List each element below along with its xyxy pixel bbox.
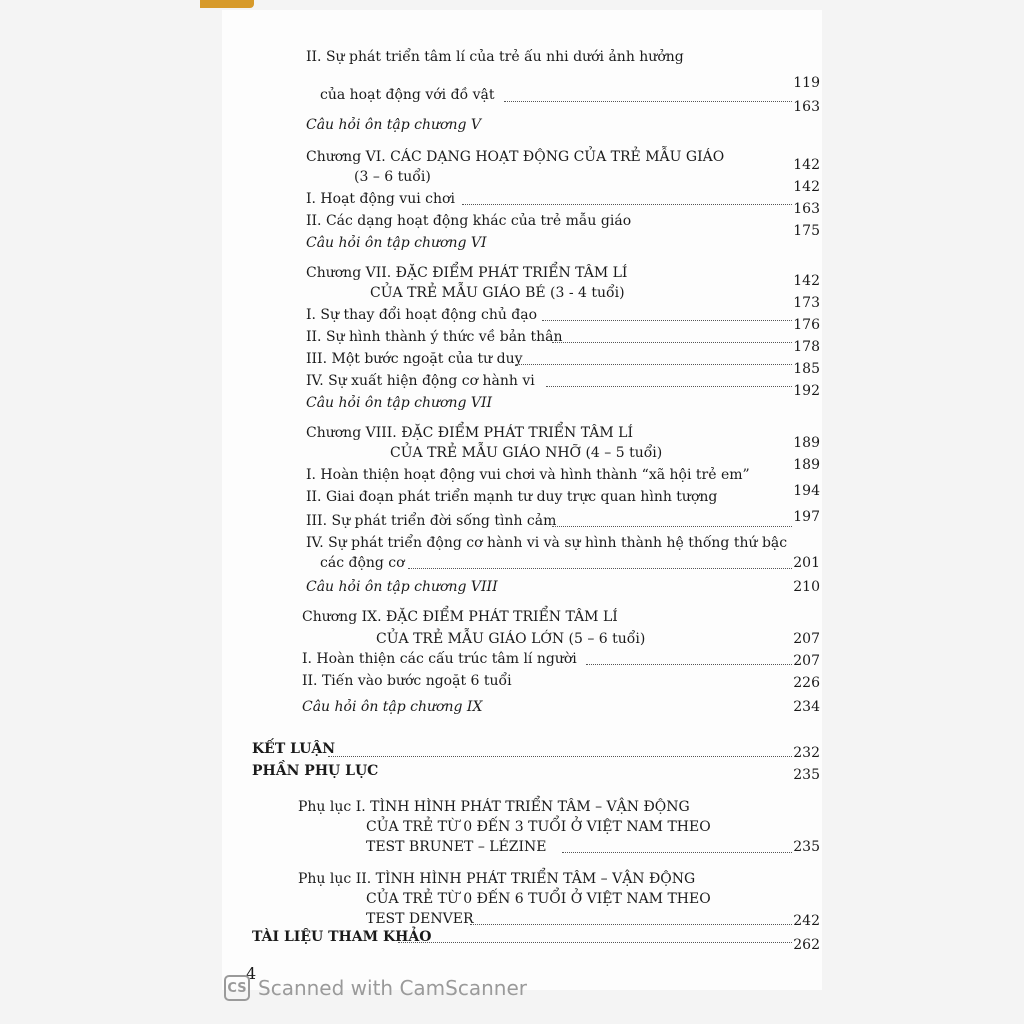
toc-entry-line: các động cơ bbox=[320, 555, 405, 571]
toc-page-number: 232 bbox=[793, 745, 820, 761]
toc-page-number: 242 bbox=[793, 913, 820, 929]
toc-entry-line: I. Hoạt động vui chơi bbox=[306, 191, 455, 207]
toc-entry-line: Chương VI. CÁC DẠNG HOẠT ĐỘNG CỦA TRẺ MẪU GIÁO bbox=[306, 149, 725, 165]
toc-page-number: 189 bbox=[793, 435, 820, 451]
toc-page-number: 192 bbox=[793, 383, 820, 399]
dot-leader bbox=[462, 204, 792, 205]
toc-entry-line: I. Sự thay đổi hoạt động chủ đạo bbox=[306, 307, 538, 323]
dot-leader bbox=[586, 664, 792, 665]
dot-leader bbox=[398, 942, 792, 943]
toc-page-number: 178 bbox=[793, 339, 820, 355]
toc-entry-line: IV. Sự phát triển động cơ hành vi và sự hình thành hệ thống thứ bậc bbox=[306, 535, 788, 551]
toc-entry-line: CỦA TRẺ TỪ 0 ĐẾN 3 TUỔI Ở VIỆT NAM THEO bbox=[366, 819, 711, 835]
toc-page-number: 210 bbox=[793, 579, 820, 595]
dot-leader bbox=[328, 756, 792, 757]
dot-leader bbox=[552, 342, 792, 343]
toc-page-number: 189 bbox=[793, 457, 820, 473]
book-page bbox=[222, 10, 822, 990]
toc-page-number: 142 bbox=[793, 179, 820, 195]
toc-entry-line: III. Sự phát triển đời sống tình cảm bbox=[306, 513, 557, 529]
toc-entry-line: Câu hỏi ôn tập chương VIII bbox=[306, 579, 498, 595]
toc-entry-line: TEST BRUNET – LÉZINE bbox=[366, 839, 547, 855]
toc-entry-line: KẾT LUẬN bbox=[252, 741, 336, 757]
toc-page-number: 234 bbox=[793, 699, 820, 715]
toc-page-number: 226 bbox=[793, 675, 820, 691]
toc-entry-line: CỦA TRẺ MẪU GIÁO LỚN (5 – 6 tuổi) bbox=[376, 631, 646, 647]
toc-page-number: 163 bbox=[793, 99, 820, 115]
toc-entry-line: Câu hỏi ôn tập chương VII bbox=[306, 395, 493, 411]
toc-page-number: 194 bbox=[793, 483, 820, 499]
toc-page-number: 185 bbox=[793, 361, 820, 377]
toc-page-number: 175 bbox=[793, 223, 820, 239]
dot-leader bbox=[552, 526, 792, 527]
toc-entry-line: II. Tiến vào bước ngoặt 6 tuổi bbox=[302, 673, 512, 689]
toc-entry-line: Câu hỏi ôn tập chương V bbox=[306, 117, 482, 133]
camscanner-logo-icon: CS bbox=[224, 975, 250, 1001]
toc-page-number: 201 bbox=[793, 555, 820, 571]
toc-page-number: 142 bbox=[793, 273, 820, 289]
dot-leader bbox=[516, 364, 792, 365]
toc-page-number: 176 bbox=[793, 317, 820, 333]
toc-page-number: 119 bbox=[793, 75, 820, 91]
toc-entry-line: III. Một bước ngoặt của tư duy bbox=[306, 351, 523, 367]
toc-entry-line: TÀI LIỆU THAM KHẢO bbox=[252, 929, 432, 945]
watermark-text: Scanned with CamScanner bbox=[258, 976, 527, 1000]
dot-leader bbox=[408, 568, 792, 569]
toc-page-number: 207 bbox=[793, 653, 820, 669]
toc-entry-line: II. Giai đoạn phát triển mạnh tư duy trực quan hình tượng bbox=[306, 489, 718, 505]
toc-page-number: 235 bbox=[793, 767, 820, 783]
toc-entry-line: CỦA TRẺ MẪU GIÁO NHỠ (4 – 5 tuổi) bbox=[390, 445, 663, 461]
toc-entry-line: của hoạt động với đồ vật bbox=[320, 87, 495, 103]
dot-leader bbox=[562, 852, 792, 853]
toc-page-number: 142 bbox=[793, 157, 820, 173]
toc-page-number: 173 bbox=[793, 295, 820, 311]
toc-page-number: 163 bbox=[793, 201, 820, 217]
toc-entry-line: Chương VIII. ĐẶC ĐIỂM PHÁT TRIỂN TÂM LÍ bbox=[306, 425, 633, 441]
toc-entry-line: I. Hoàn thiện các cấu trúc tâm lí người bbox=[302, 651, 577, 667]
toc-entry-line: TEST DENVER bbox=[366, 911, 474, 927]
dot-leader bbox=[504, 101, 792, 102]
toc-entry-line: Câu hỏi ôn tập chương VI bbox=[306, 235, 487, 251]
toc-page-number: 197 bbox=[793, 509, 820, 525]
toc-entry-line: Câu hỏi ôn tập chương IX bbox=[302, 699, 483, 715]
toc-page-number: 235 bbox=[793, 839, 820, 855]
toc-entry-line: IV. Sự xuất hiện động cơ hành vi bbox=[306, 373, 535, 389]
dot-leader bbox=[542, 320, 792, 321]
toc-entry-line: II. Sự phát triển tâm lí của trẻ ấu nhi dưới ảnh hưởng bbox=[306, 49, 684, 65]
toc-page-number: 262 bbox=[793, 937, 820, 953]
toc-entry-line: Chương VII. ĐẶC ĐIỂM PHÁT TRIỂN TÂM LÍ bbox=[306, 265, 628, 281]
toc-entry-line: I. Hoàn thiện hoạt động vui chơi và hình thành “xã hội trẻ em” bbox=[306, 467, 750, 483]
toc-entry-line: Chương IX. ĐẶC ĐIỂM PHÁT TRIỂN TÂM LÍ bbox=[302, 609, 618, 625]
dot-leader bbox=[546, 386, 792, 387]
dot-leader bbox=[470, 924, 792, 925]
toc-entry-line: CỦA TRẺ TỪ 0 ĐẾN 6 TUỔI Ở VIỆT NAM THEO bbox=[366, 891, 711, 907]
toc-page-number: 207 bbox=[793, 631, 820, 647]
toc-entry-line: II. Sự hình thành ý thức về bản thân bbox=[306, 329, 563, 345]
toc-entry-line: II. Các dạng hoạt động khác của trẻ mẫu giáo bbox=[306, 213, 632, 229]
book-edge-tab bbox=[200, 0, 254, 8]
toc-entry-line: Phụ lục I. TÌNH HÌNH PHÁT TRIỂN TÂM – VẬN ĐỘNG bbox=[298, 799, 690, 815]
scanner-watermark bbox=[224, 974, 527, 1002]
toc-entry-line: (3 – 6 tuổi) bbox=[354, 169, 431, 185]
toc-entry-line: Phụ lục II. TÌNH HÌNH PHÁT TRIỂN TÂM – VẬN ĐỘNG bbox=[298, 871, 696, 887]
toc-entry-line: CỦA TRẺ MẪU GIÁO BÉ (3 - 4 tuổi) bbox=[370, 285, 625, 301]
toc-entry-line: PHẦN PHỤ LỤC bbox=[252, 763, 379, 779]
page-number: 4 bbox=[246, 964, 257, 983]
